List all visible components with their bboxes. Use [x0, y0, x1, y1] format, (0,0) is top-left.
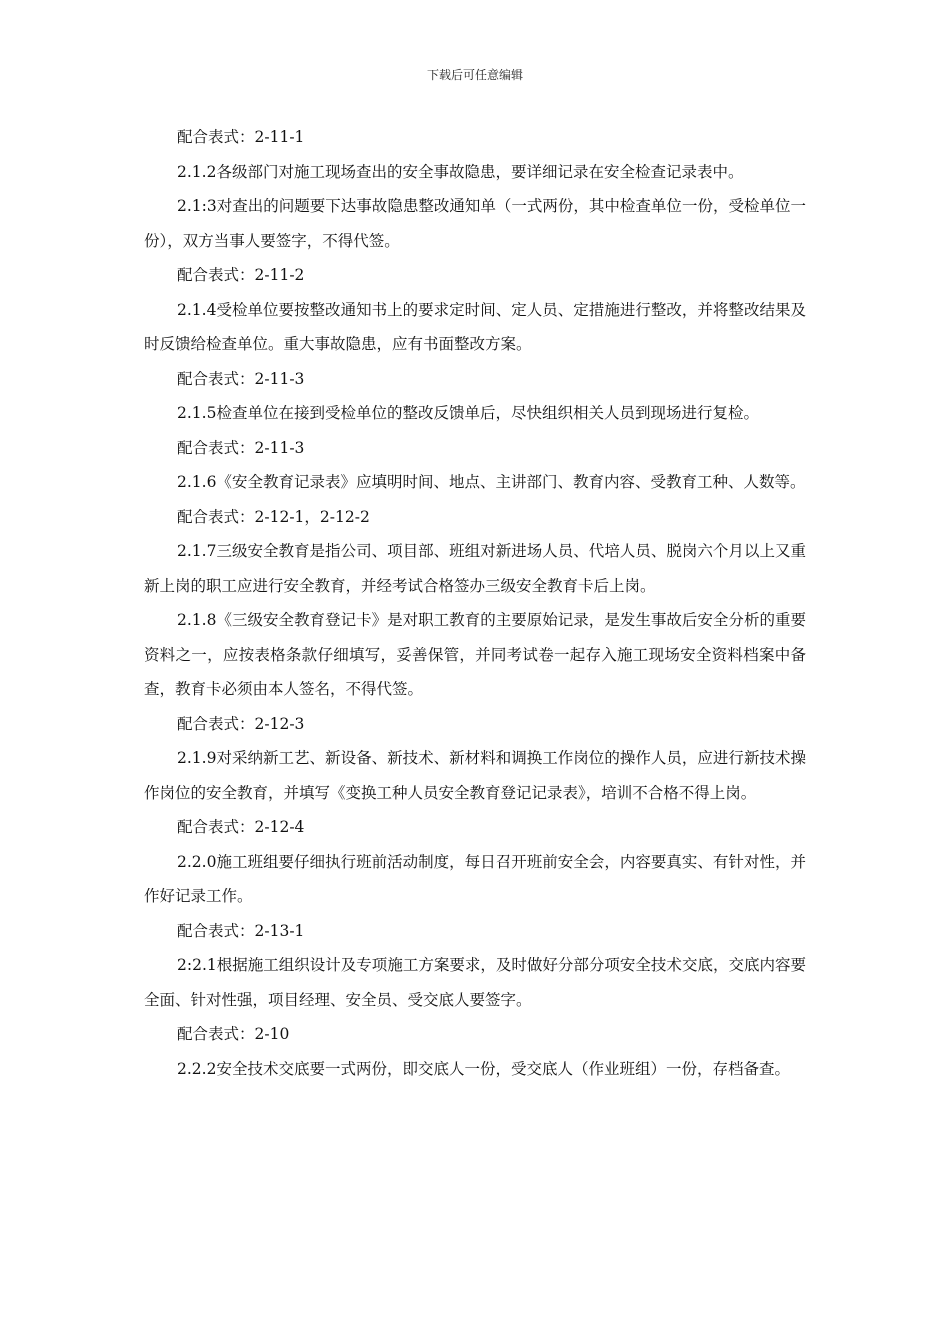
paragraph: 2.1:3对查出的问题要下达事故隐患整改通知单（一式两份，其中检查单位一份，受检单位一份），双方当事人要签字，不得代签。: [144, 197, 806, 250]
paragraph: 配合表式：2-13-1: [177, 921, 305, 940]
paragraph: 2.1.2各级部门对施工现场查出的安全事故隐患，要详细记录在安全检查记录表中。: [177, 162, 744, 181]
paragraph: 配合表式：2-12-4: [177, 818, 305, 836]
paragraph: 2.2.2安全技术交底要一式两份，即交底人一份，受交底人（作业班组）一份，存档备查。: [177, 1059, 790, 1078]
paragraph: 2.1.7三级安全教育是指公司、项目部、班组对新进场人员、代培人员、脱岗六个月以上又重新上岗的职工应进行安全教育，并经考试合格签办三级安全教育卡后上岗。: [144, 542, 806, 595]
paragraph: 配合表式：2-11-3: [177, 369, 305, 388]
document-body: [144, 120, 806, 1086]
paragraph: 2.1.4受检单位要按整改通知书上的要求定时间、定人员、定措施进行整改，并将整改结果及时反馈给检查单位。重大事故隐患，应有书面整改方案。: [144, 300, 806, 353]
paragraph: 配合表式：2-12-1，2-12-2: [177, 507, 370, 526]
paragraph: 2.1.9对采纳新工艺、新设备、新技术、新材料和调换工作岗位的操作人员，应进行新技术操作岗位的安全教育，并填写《变换工种人员安全教育登记记录表》，培训不合格不得上岗。: [144, 749, 806, 802]
paragraph: 2.1.6《安全教育记录表》应填明时间、地点、主讲部门、教育内容、受教育工种、人数等。: [177, 473, 806, 491]
paragraph: 配合表式：2-10: [177, 1025, 290, 1043]
paragraph: 2.1.5检查单位在接到受检单位的整改反馈单后，尽快组织相关人员到现场进行复检。: [177, 404, 759, 422]
paragraph: 2:2.1根据施工组织设计及专项施工方案要求，及时做好分部分项安全技术交底，交底内容要全面、针对性强，项目经理、安全员、受交底人要签字。: [144, 956, 806, 1009]
paragraph: 配合表式：2-12-3: [177, 714, 305, 733]
paragraph: 配合表式：2-11-2: [177, 266, 305, 284]
page-header: 下载后可任意编辑: [426, 68, 523, 82]
paragraph: 配合表式：2-11-1: [177, 128, 305, 146]
paragraph: 配合表式：2-11-3: [177, 438, 305, 457]
paragraph: 2.1.8《三级安全教育登记卡》是对职工教育的主要原始记录，是发生事故后安全分析的重要资料之一，应按表格条款仔细填写，妥善保管，并同考试卷一起存入施工现场安全资料档案中备查，教育卡必须由本人签名，不得代签。: [144, 611, 806, 698]
paragraph: 2.2.0施工班组要仔细执行班前活动制度，每日召开班前安全会，内容要真实、有针对性，并作好记录工作。: [144, 852, 806, 905]
